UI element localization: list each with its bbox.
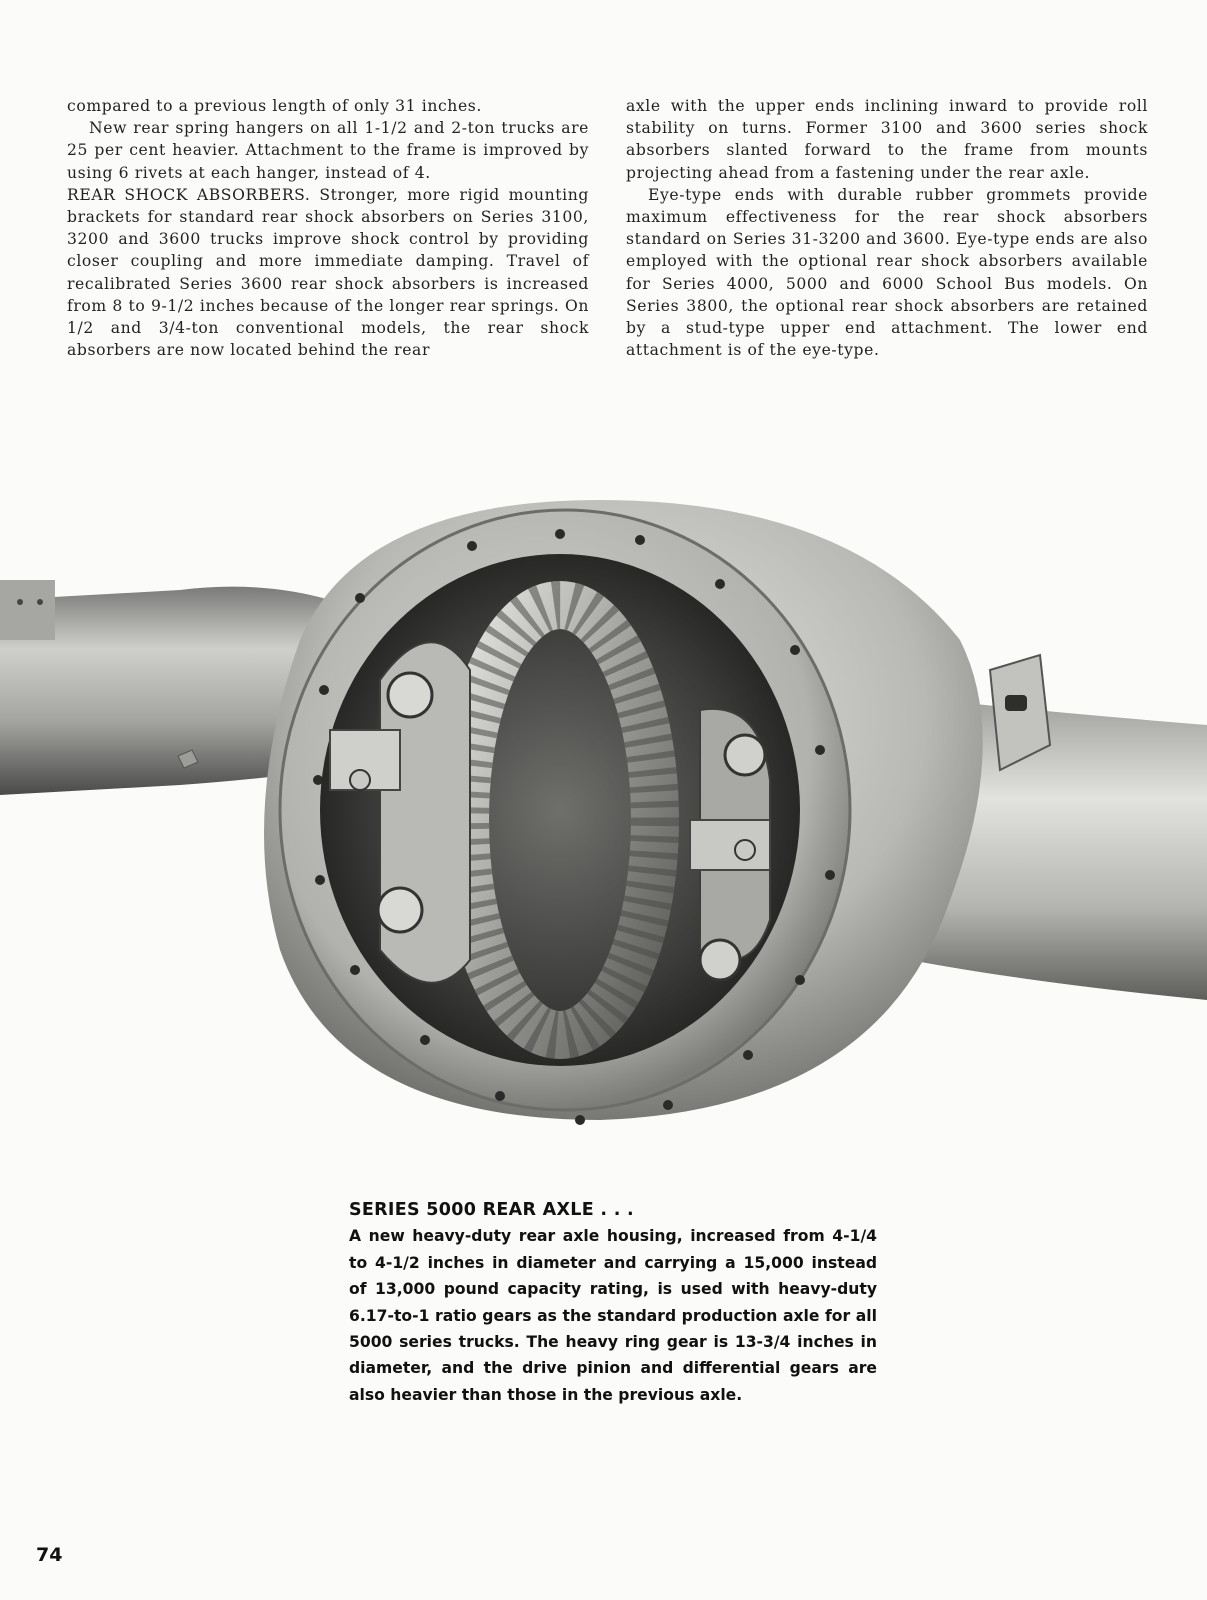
- paragraph: New rear spring hangers on all 1-1/2 and 2-ton trucks are 25 per cent heavier. Attachment to the frame is improved by using 6 rivets at each hanger, instead of 4.: [67, 119, 589, 182]
- text-column-right: [626, 95, 1148, 361]
- figure-caption: [349, 1197, 877, 1408]
- text-column-left: [67, 95, 589, 361]
- rear-axle-photo: [0, 480, 1207, 1180]
- paragraph: REAR SHOCK ABSORBERS. Stronger, more rigid mounting brackets for standard rear shock absorbers on Series 3100, 3200 and 3600 trucks improve shock control by providing closer coupling and more immediate damping. Travel of recalibrated Series 3600 rear shock absorbers is increased from 8 to 9-1/2 inches because of the longer rear springs. On 1/2 and 3/4-ton conventional models, the rear shock absorbers are now located behind the rear: [67, 185, 589, 360]
- caption-title: SERIES 5000 REAR AXLE . . .: [349, 1200, 634, 1220]
- paragraph: compared to a previous length of only 31 inches.: [67, 97, 482, 115]
- paragraph: axle with the upper ends inclining inward to provide roll stability on turns. Former 3100 and 3600 series shock absorbers slanted forward to the frame from mounts projecting ahead from a fastening under the rear axle.: [626, 97, 1148, 182]
- paragraph: Eye-type ends with durable rubber grommets provide maximum effectiveness for the rear shock absorbers standard on Series 31-3200 and 3600. Eye-type ends are also employed with the optional rear shock absorbers available for Series 4000, 5000 and 6000 School Bus models. On Series 3800, the optional rear shock absorbers are retained by a stud-type upper end attachment. The lower end attachment is of the eye-type.: [626, 185, 1148, 360]
- page-number: 74: [36, 1544, 63, 1566]
- caption-body: A new heavy-duty rear axle housing, increased from 4-1/4 to 4-1/2 inches in diameter and carrying a 15,000 instead of 13,000 pound capacity rating, is used with heavy-duty 6.17-to-1 ratio gears as the standard production axle for all 5000 series trucks. The heavy ring gear is 13-3/4 inches in diameter, and the drive pinion and differential gears are also heavier than those in the previous axle.: [349, 1227, 877, 1404]
